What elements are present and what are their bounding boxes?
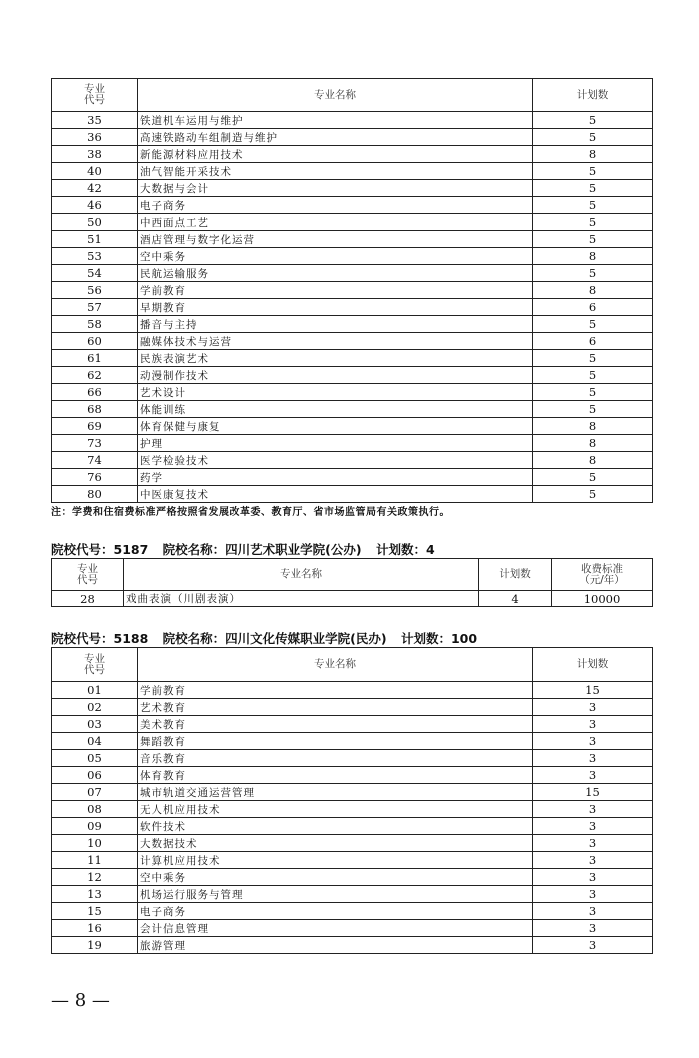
cell-code: 80	[52, 486, 138, 503]
cell-code: 38	[52, 146, 138, 163]
header-count: 计划数	[479, 559, 552, 591]
header-code: 专业 代号	[52, 648, 138, 682]
cell-count: 6	[533, 299, 653, 316]
cell-code: 53	[52, 248, 138, 265]
table-row	[52, 903, 653, 920]
cell-name: 护理	[138, 435, 533, 452]
table-row	[52, 767, 653, 784]
cell-name: 学前教育	[138, 682, 533, 699]
header-name: 专业名称	[138, 648, 533, 682]
cell-code: 69	[52, 418, 138, 435]
table-row	[52, 180, 653, 197]
cell-code: 60	[52, 333, 138, 350]
table-row	[52, 750, 653, 767]
enrollment-table-1	[51, 78, 653, 503]
cell-count: 3	[533, 716, 653, 733]
header-code: 专业 代号	[52, 559, 124, 591]
fee-note: 注：学费和住宿费标准严格按照省发展改革委、教育厅、省市场监管局有关政策执行。	[51, 507, 450, 518]
cell-name: 民族表演艺术	[138, 350, 533, 367]
cell-count: 3	[533, 835, 653, 852]
school-plan-count: 计划数：100	[400, 631, 478, 646]
page-number: — 8 —	[51, 990, 110, 1011]
cell-name: 中西面点工艺	[138, 214, 533, 231]
header-name: 专业名称	[138, 79, 533, 112]
cell-count: 3	[533, 699, 653, 716]
header-name: 专业名称	[124, 559, 479, 591]
table-row	[52, 435, 653, 452]
cell-name: 铁道机车运用与维护	[138, 112, 533, 129]
table-row	[52, 486, 653, 503]
school-name: 院校名称：四川文化传媒职业学院(民办)	[162, 631, 387, 646]
cell-fee: 10000	[552, 591, 653, 607]
cell-code: 68	[52, 401, 138, 418]
table-row	[52, 282, 653, 299]
table-row	[52, 469, 653, 486]
cell-name: 高速铁路动车组制造与维护	[138, 129, 533, 146]
cell-count: 5	[533, 231, 653, 248]
table-row	[52, 384, 653, 401]
cell-count: 8	[533, 418, 653, 435]
enrollment-table-5188	[51, 647, 653, 954]
cell-count: 8	[533, 435, 653, 452]
cell-count: 5	[533, 180, 653, 197]
cell-name: 大数据与会计	[138, 180, 533, 197]
cell-name: 早期教育	[138, 299, 533, 316]
cell-name: 戏曲表演（川剧表演）	[124, 591, 479, 607]
cell-name: 新能源材料应用技术	[138, 146, 533, 163]
cell-count: 8	[533, 248, 653, 265]
cell-count: 15	[533, 784, 653, 801]
cell-code: 15	[52, 903, 138, 920]
cell-count: 3	[533, 903, 653, 920]
school-code: 院校代号：5187	[51, 542, 149, 557]
school-code: 院校代号：5188	[51, 631, 149, 646]
cell-code: 73	[52, 435, 138, 452]
cell-count: 5	[533, 197, 653, 214]
cell-name: 油气智能开采技术	[138, 163, 533, 180]
cell-code: 19	[52, 937, 138, 954]
cell-code: 06	[52, 767, 138, 784]
cell-name: 民航运输服务	[138, 265, 533, 282]
cell-code: 62	[52, 367, 138, 384]
table-row	[52, 920, 653, 937]
cell-code: 58	[52, 316, 138, 333]
table-row	[52, 716, 653, 733]
table-row	[52, 835, 653, 852]
cell-code: 28	[52, 591, 124, 607]
cell-code: 01	[52, 682, 138, 699]
cell-name: 学前教育	[138, 282, 533, 299]
cell-count: 3	[533, 920, 653, 937]
table-row	[52, 818, 653, 835]
table-row	[52, 784, 653, 801]
cell-name: 音乐教育	[138, 750, 533, 767]
cell-code: 10	[52, 835, 138, 852]
table-row	[52, 129, 653, 146]
cell-name: 城市轨道交通运营管理	[138, 784, 533, 801]
table-header-row	[52, 79, 653, 112]
cell-code: 36	[52, 129, 138, 146]
cell-name: 体育教育	[138, 767, 533, 784]
cell-count: 5	[533, 367, 653, 384]
cell-name: 药学	[138, 469, 533, 486]
cell-code: 50	[52, 214, 138, 231]
cell-code: 56	[52, 282, 138, 299]
cell-count: 5	[533, 112, 653, 129]
cell-code: 02	[52, 699, 138, 716]
cell-count: 5	[533, 350, 653, 367]
table-row	[52, 869, 653, 886]
table-row	[52, 197, 653, 214]
table-row	[52, 333, 653, 350]
cell-name: 无人机应用技术	[138, 801, 533, 818]
cell-count: 3	[533, 852, 653, 869]
table-row	[52, 316, 653, 333]
table-row	[52, 214, 653, 231]
cell-count: 5	[533, 316, 653, 333]
cell-code: 05	[52, 750, 138, 767]
cell-code: 74	[52, 452, 138, 469]
enrollment-table-5187	[51, 558, 653, 607]
cell-code: 42	[52, 180, 138, 197]
cell-name: 动漫制作技术	[138, 367, 533, 384]
cell-count: 3	[533, 886, 653, 903]
header-fee: 收费标准 （元/年）	[552, 559, 653, 591]
table-row	[52, 452, 653, 469]
table-row	[52, 937, 653, 954]
school-name: 院校名称：四川艺术职业学院(公办)	[162, 542, 362, 557]
cell-code: 08	[52, 801, 138, 818]
table-row	[52, 852, 653, 869]
cell-count: 6	[533, 333, 653, 350]
table-row	[52, 350, 653, 367]
table-row	[52, 699, 653, 716]
cell-code: 11	[52, 852, 138, 869]
cell-count: 3	[533, 869, 653, 886]
cell-count: 5	[533, 401, 653, 418]
cell-code: 13	[52, 886, 138, 903]
cell-count: 5	[533, 384, 653, 401]
cell-code: 51	[52, 231, 138, 248]
cell-name: 体育保健与康复	[138, 418, 533, 435]
school-heading-5187	[51, 540, 445, 558]
cell-name: 计算机应用技术	[138, 852, 533, 869]
cell-code: 04	[52, 733, 138, 750]
cell-name: 融媒体技术与运营	[138, 333, 533, 350]
cell-count: 5	[533, 265, 653, 282]
cell-name: 大数据技术	[138, 835, 533, 852]
table-row	[52, 112, 653, 129]
cell-code: 54	[52, 265, 138, 282]
table-header-row	[52, 559, 653, 591]
table-row	[52, 418, 653, 435]
table-row	[52, 248, 653, 265]
cell-name: 医学检验技术	[138, 452, 533, 469]
school-heading-5188	[51, 629, 487, 647]
cell-name: 美术教育	[138, 716, 533, 733]
cell-name: 机场运行服务与管理	[138, 886, 533, 903]
header-code: 专业 代号	[52, 79, 138, 112]
table-row	[52, 682, 653, 699]
table-row	[52, 801, 653, 818]
school-plan-count: 计划数：4	[375, 542, 435, 557]
table-row	[52, 367, 653, 384]
table-row	[52, 886, 653, 903]
cell-code: 66	[52, 384, 138, 401]
cell-count: 5	[533, 214, 653, 231]
cell-name: 体能训练	[138, 401, 533, 418]
cell-count: 5	[533, 469, 653, 486]
table-row	[52, 231, 653, 248]
cell-code: 40	[52, 163, 138, 180]
cell-count: 3	[533, 818, 653, 835]
cell-count: 5	[533, 163, 653, 180]
cell-name: 播音与主持	[138, 316, 533, 333]
cell-name: 空中乘务	[138, 248, 533, 265]
cell-code: 61	[52, 350, 138, 367]
cell-name: 旅游管理	[138, 937, 533, 954]
table-row	[52, 591, 653, 607]
table-row	[52, 265, 653, 282]
table-row	[52, 733, 653, 750]
cell-name: 舞蹈教育	[138, 733, 533, 750]
cell-count: 3	[533, 767, 653, 784]
cell-name: 艺术教育	[138, 699, 533, 716]
table-row	[52, 146, 653, 163]
cell-code: 07	[52, 784, 138, 801]
cell-code: 57	[52, 299, 138, 316]
table-header-row	[52, 648, 653, 682]
cell-code: 35	[52, 112, 138, 129]
header-count: 计划数	[533, 648, 653, 682]
cell-count: 8	[533, 452, 653, 469]
cell-count: 3	[533, 801, 653, 818]
cell-code: 09	[52, 818, 138, 835]
header-count: 计划数	[533, 79, 653, 112]
cell-count: 5	[533, 486, 653, 503]
cell-count: 3	[533, 750, 653, 767]
cell-count: 3	[533, 937, 653, 954]
cell-count: 8	[533, 282, 653, 299]
cell-name: 空中乘务	[138, 869, 533, 886]
cell-name: 酒店管理与数字化运营	[138, 231, 533, 248]
cell-name: 电子商务	[138, 197, 533, 214]
cell-count: 5	[533, 129, 653, 146]
cell-count: 3	[533, 733, 653, 750]
cell-name: 中医康复技术	[138, 486, 533, 503]
cell-code: 16	[52, 920, 138, 937]
cell-name: 艺术设计	[138, 384, 533, 401]
cell-name: 软件技术	[138, 818, 533, 835]
table-row	[52, 163, 653, 180]
cell-code: 03	[52, 716, 138, 733]
cell-count: 8	[533, 146, 653, 163]
table-row	[52, 401, 653, 418]
cell-name: 会计信息管理	[138, 920, 533, 937]
table-row	[52, 299, 653, 316]
cell-code: 76	[52, 469, 138, 486]
cell-name: 电子商务	[138, 903, 533, 920]
cell-count: 4	[479, 591, 552, 607]
cell-code: 46	[52, 197, 138, 214]
cell-code: 12	[52, 869, 138, 886]
cell-count: 15	[533, 682, 653, 699]
